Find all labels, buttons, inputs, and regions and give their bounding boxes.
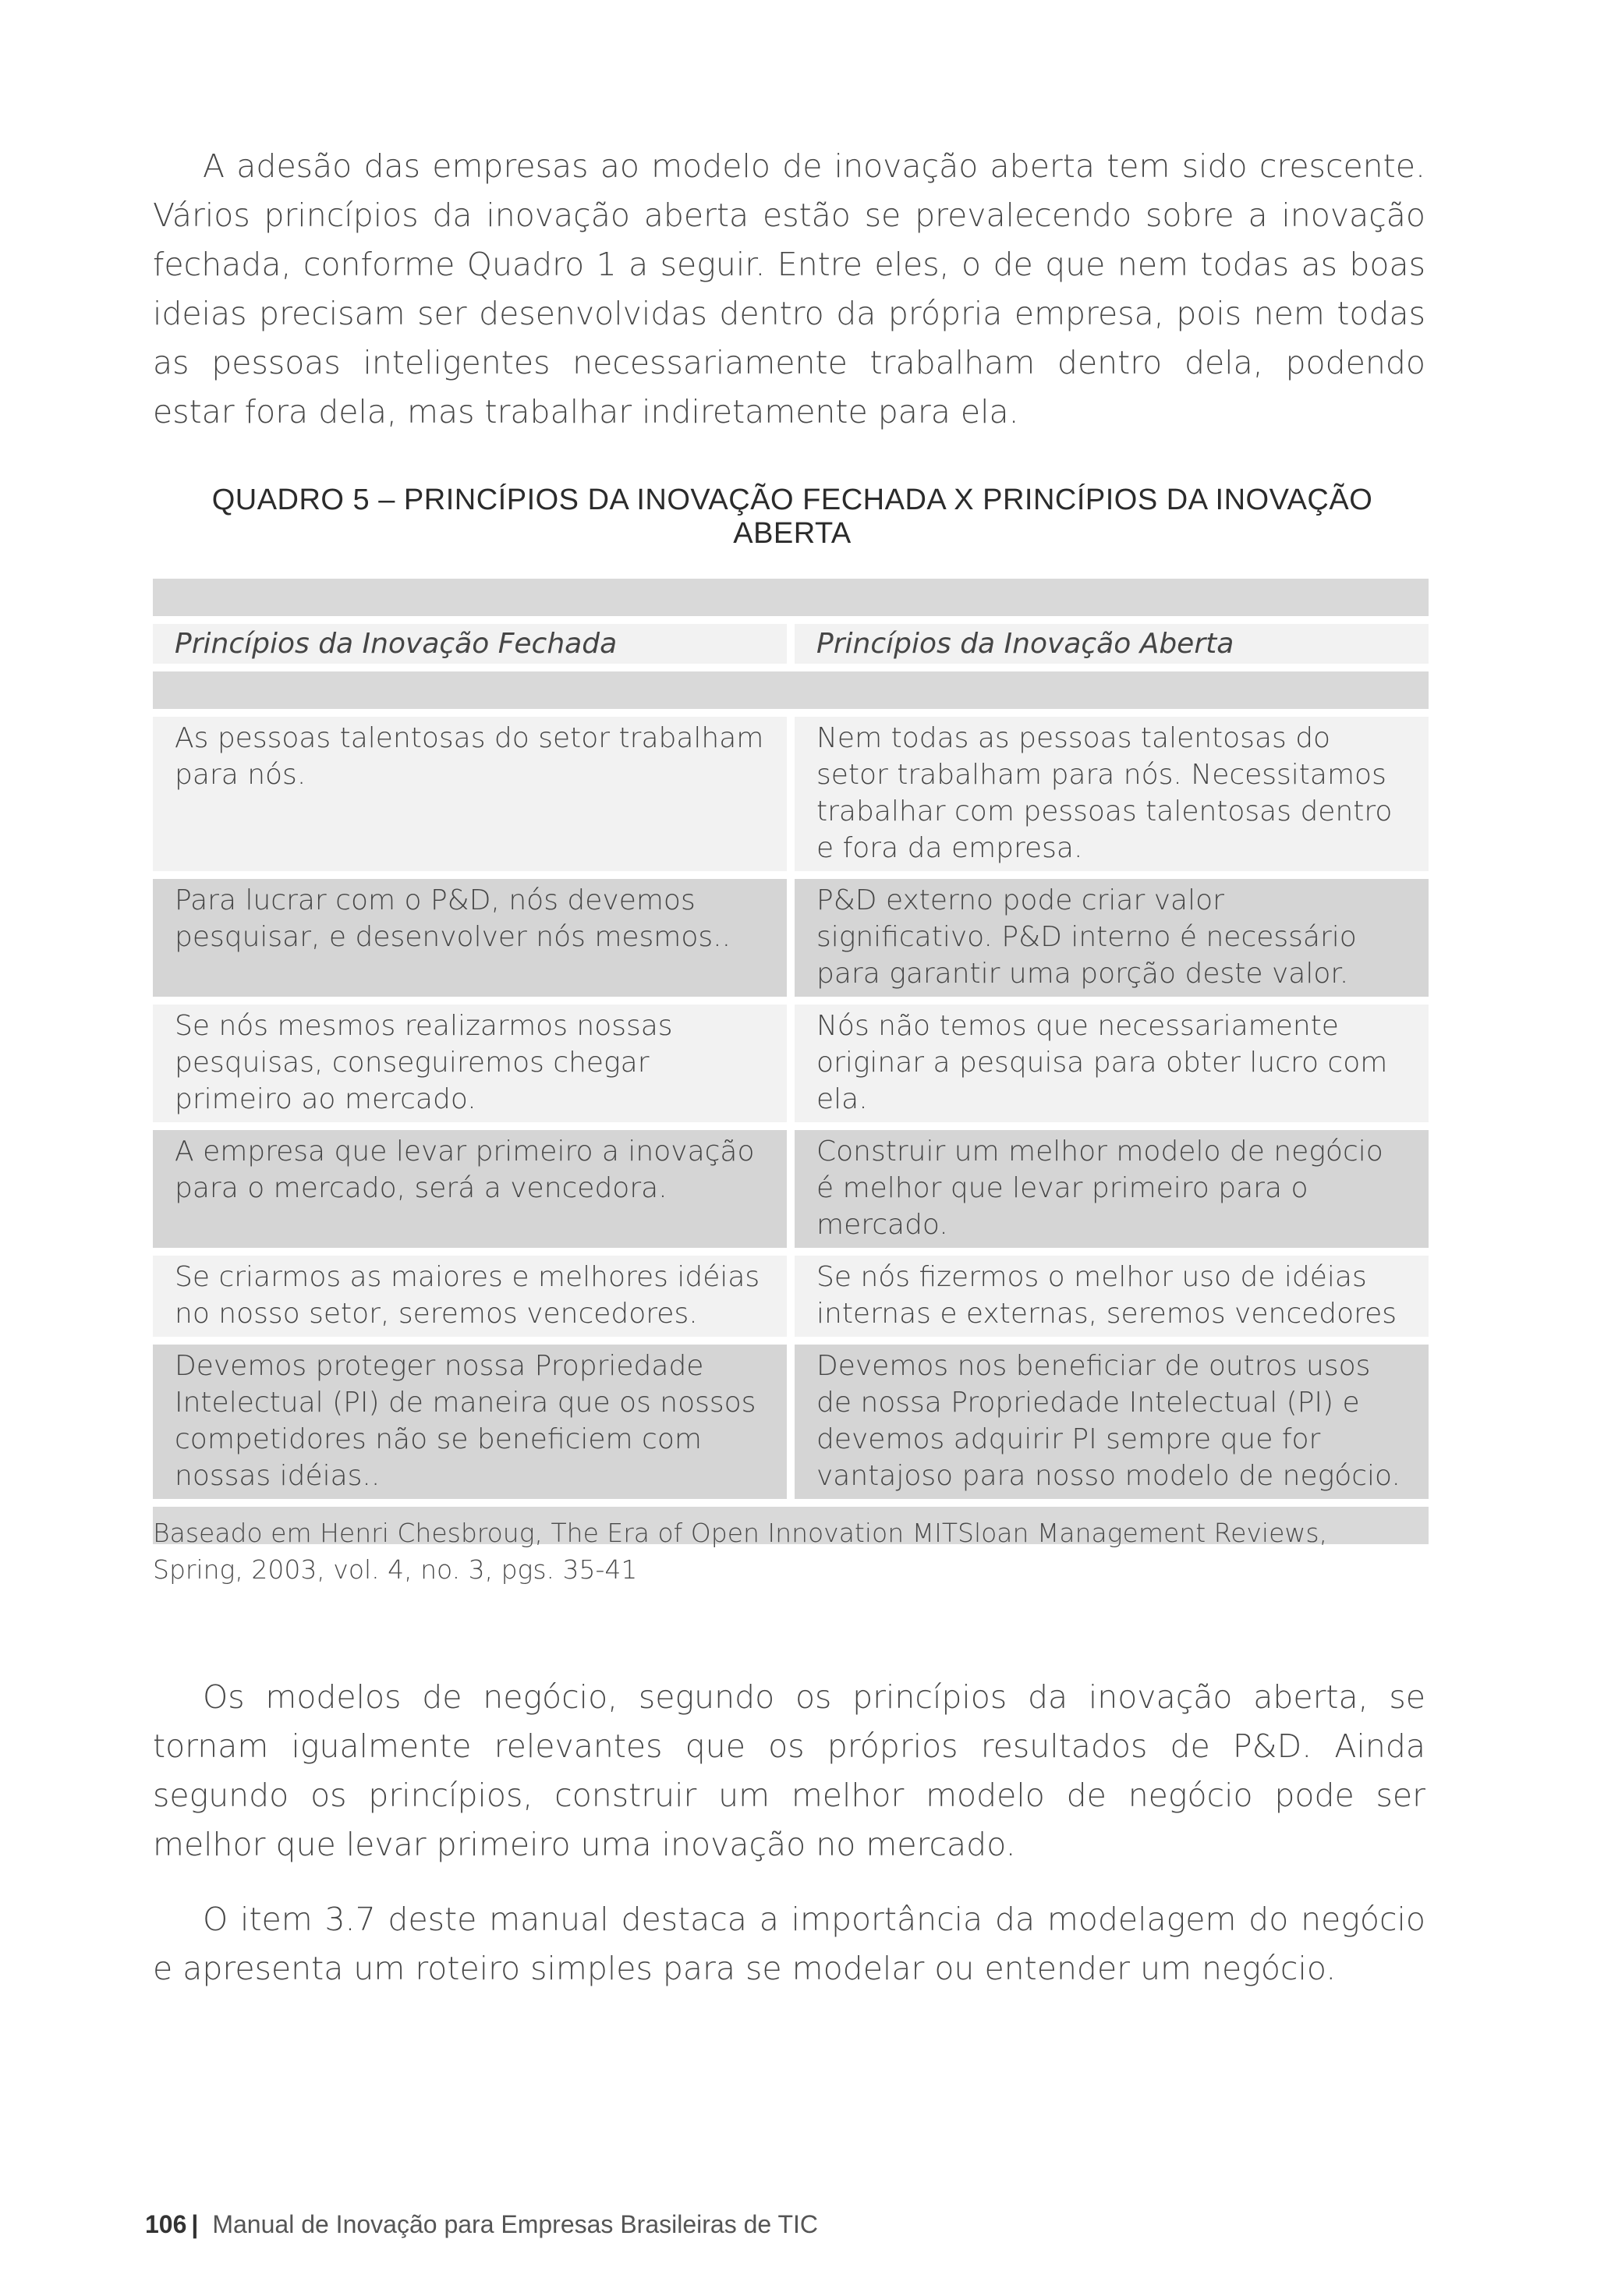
- table-spacer-band: [153, 671, 1429, 709]
- table-row: [153, 717, 1429, 871]
- closed-principle-cell: Devemos proteger nossa Propriedade Intelectual (PI) de maneira que os nossos competidores não se beneficiem com nossas idéias..: [153, 1345, 787, 1499]
- table-row: [153, 1345, 1429, 1499]
- open-principle-cell: Devemos nos beneficiar de outros usos de nossa Propriedade Intelectual (PI) e devemos adquirir PI sempre que for vantajoso para nosso modelo de negócio.: [795, 1345, 1429, 1499]
- table-top-band: [153, 579, 1429, 616]
- footer-separator: |: [191, 2210, 199, 2238]
- table-row: [153, 879, 1429, 997]
- page-number: 106: [145, 2210, 187, 2238]
- open-principle-cell: Nem todas as pessoas talentosas do setor trabalham para nós. Necessitamos trabalhar com pessoas talentosas dentro e fora da empresa.: [795, 717, 1429, 871]
- business-models-paragraph: Os modelos de negócio, segundo os princípios da inovação aberta, se tornam igualmente relevantes que os próprios resultados de P&D. Ainda segundo os princípios, construir um melhor modelo de negócio pode ser melhor que levar primeiro uma inovação no mercado.: [153, 1678, 1425, 1863]
- page-footer: [145, 2210, 818, 2239]
- header-closed-innovation: Princípios da Inovação Fechada: [153, 624, 787, 664]
- source-note: Baseado em Henri Chesbroug, The Era of Open Innovation MITSloan Management Reviews, Spring, 2003, vol. 4, no. 3, pgs. 35-41: [153, 1518, 1328, 1585]
- closed-principle-cell: A empresa que levar primeiro a inovação para o mercado, será a vencedora.: [153, 1130, 787, 1248]
- open-principle-cell: P&D externo pode criar valor significativo. P&D interno é necessário para garantir uma porção deste valor.: [795, 879, 1429, 997]
- book-title: Manual de Inovação para Empresas Brasileiras de TIC: [212, 2210, 819, 2238]
- table-row: [153, 1004, 1429, 1122]
- closed-principle-cell: Se criarmos as maiores e melhores idéias no nosso setor, seremos vencedores.: [153, 1256, 787, 1337]
- header-open-innovation: Princípios da Inovação Aberta: [795, 624, 1429, 664]
- closed-principle-cell: Para lucrar com o P&D, nós devemos pesquisar, e desenvolver nós mesmos..: [153, 879, 787, 997]
- principles-table: [153, 579, 1429, 1552]
- table-header-row: [153, 624, 1429, 664]
- intro-paragraph: A adesão das empresas ao modelo de inovação aberta tem sido crescente. Vários princípios da inovação aberta estão se prevalecendo sobre a inovação fechada, conforme Quadro 1 a seguir. Entre eles, o de que nem todas as boas ideias precisam ser desenvolvidas dentro da própria empresa, pois nem todas as pessoas inteligentes necessariamente trabalham dentro dela, podendo estar fora dela, mas trabalhar indiretamente para ela.: [153, 147, 1425, 430]
- open-principle-cell: Construir um melhor modelo de negócio é melhor que levar primeiro para o mercado.: [795, 1130, 1429, 1248]
- open-principle-cell: Nós não temos que necessariamente originar a pesquisa para obter lucro com ela.: [795, 1004, 1429, 1122]
- table-row: [153, 1256, 1429, 1337]
- closed-principle-cell: Se nós mesmos realizarmos nossas pesquisas, conseguiremos chegar primeiro ao mercado.: [153, 1004, 787, 1122]
- table-row: [153, 1130, 1429, 1248]
- item-reference-paragraph: O item 3.7 deste manual destaca a importância da modelagem do negócio e apresenta um roteiro simples para se modelar ou entender um negócio.: [153, 1901, 1425, 1987]
- closed-principle-cell: As pessoas talentosas do setor trabalham para nós.: [153, 717, 787, 871]
- table-caption: QUADRO 5 – PRINCÍPIOS DA INOVAÇÃO FECHADA X PRINCÍPIOS DA INOVAÇÃO ABERTA: [211, 484, 1373, 550]
- open-principle-cell: Se nós fizermos o melhor uso de idéias internas e externas, seremos vencedores: [795, 1256, 1429, 1337]
